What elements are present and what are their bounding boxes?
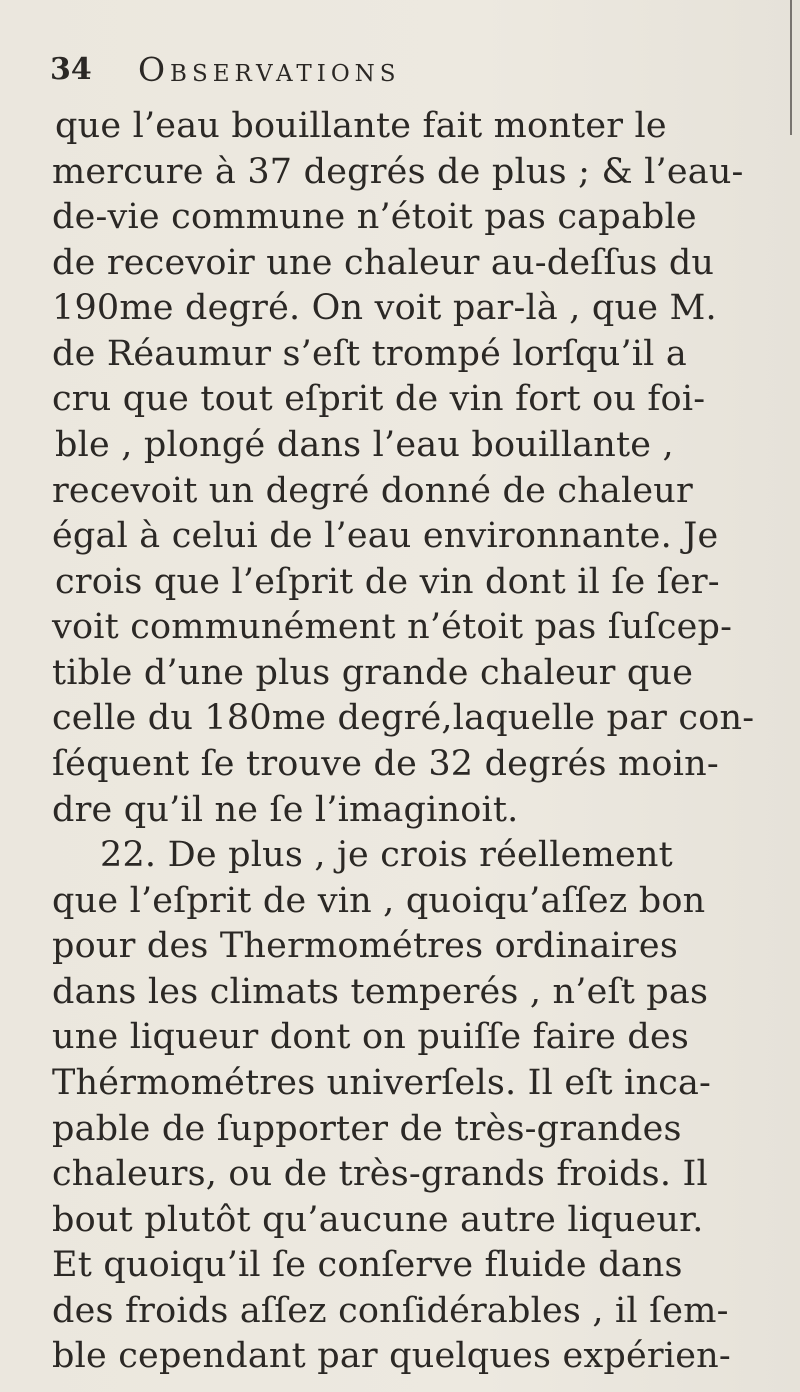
text-line: pour des Thermométres ordinaires [52,926,678,967]
text-line: cru que tout eſprit de vin fort ou foi- [52,379,706,420]
paragraph-22-first-line: 22. De plus , je crois réellement [100,835,673,876]
text-line: ble , plongé dans l’eau bouillante , [55,425,674,465]
text-line: voit communément n’étoit pas ſuſcep- [52,607,733,648]
text-line: pable de ſupporter de très-grandes [52,1108,682,1149]
text-line: crois que l’eſprit de vin dont il ſe ſer- [55,561,720,602]
text-line: de recevoir une chaleur au-deſſus du [52,242,715,283]
text-line: une liqueur dont on puiſſe faire des [52,1017,690,1058]
text-line: bout plutôt qu’aucune autre liqueur. [52,1199,704,1240]
text-line: ble cependant par quelques expérien- [52,1336,731,1377]
text-line: tible d’une plus grande chaleur que [52,652,694,693]
text-line: que l’eſprit de vin , quoiqu’aſſez bon [52,880,706,921]
page-number: 34 [50,52,92,87]
text-line: que l’eau bouillante fait monter le [55,106,667,146]
text-line: de-vie commune n’étoit pas capable [52,197,697,238]
text-line: 190me degré. On voit par-là , que M. [52,288,717,329]
text-line: de Réaumur s’eſt trompé lorſqu’il a [52,333,687,374]
text-line: mercure à 37 degrés de plus ; & l’eau- [52,151,744,192]
text-line: Et quoiqu’il ſe conſerve fluide dans [52,1245,683,1286]
text-line: ſéquent ſe trouve de 32 degrés moin- [52,744,719,784]
text-line: Thérmométres univerſels. Il eſt inca- [52,1063,712,1103]
text-line: dans les climats temperés , n’eſt pas [52,971,709,1012]
text-line: dre qu’il ne ſe l’imaginoit. [52,789,519,830]
text-line: égal à celui de l’eau environnante. Je [52,516,719,557]
text-line: chaleurs, ou de très-grands froids. Il [52,1154,708,1195]
text-line: celle du 180me degré,laquelle par con- [52,698,755,739]
text-line: recevoit un degré donné de chaleur [52,470,693,511]
running-title: Observations [138,50,401,89]
text-line: des froids aſſez conſidérables , il ſem- [52,1290,729,1331]
